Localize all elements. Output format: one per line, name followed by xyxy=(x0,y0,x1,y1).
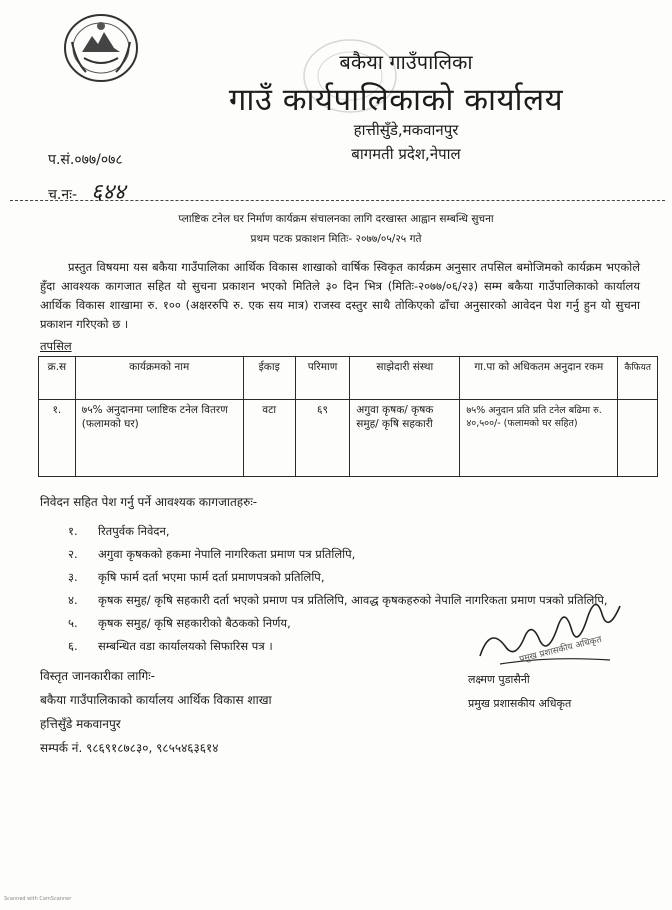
table-row xyxy=(39,400,658,477)
dispatch-label: च.नः- xyxy=(48,187,77,203)
list-item: १. रितपुर्वक निवेदन, xyxy=(68,524,170,538)
contact-address: हत्तिसुँडे मकवानपुर xyxy=(40,717,121,731)
letter-number: प.सं.०७७/०७८ xyxy=(48,152,123,168)
notice-paragraph-text: प्रस्तुत विषयमा यस बकैया गाउँपालिका आर्थिक विकास शाखाको वार्षिक स्विकृत कार्यक्रम अनुसार तपसिल बमोजिमको कार्यक्रम भएकोले हुँदा आवश्यक कागजात सहित यो सुचना प्रकाशन भएको मितिले ३० दिन भित्र (मितिः-२०७७/०६/२३) सम्म बकैया गाउँपालिकाको कार्यालय आर्थिक विकास शाखामा रु. १०० (अक्षररुपि रु. एक सय मात्र) राजस्व दस्तुर साथै तोकिएको ढाँचा अनुसारको आवेदन पेश गर्नु हुन यो सुचना प्रकाशन गरिएको छ । xyxy=(40,260,640,331)
org-name: बकैया गाउँपालिका xyxy=(339,50,473,74)
cell-unit: वटा xyxy=(243,400,295,477)
dispatch-line xyxy=(48,176,125,206)
handwritten-signature-icon xyxy=(470,586,630,686)
tapsil-label: तपसिल xyxy=(40,339,72,353)
dispatch-number: ६४४ xyxy=(91,180,126,205)
cell-remarks xyxy=(618,400,658,477)
contact-block xyxy=(40,664,272,760)
cell-qty: ६९ xyxy=(295,400,349,477)
col-header-grant: गा.पा को अधिकतम अनुदान रकम xyxy=(460,357,618,400)
documents-heading: निवेदन सहित पेश गर्नु पर्ने आवश्यक कागजातहरुः- xyxy=(40,495,258,509)
address-line-1: हात्तीसुँडे,मकवानपुर xyxy=(353,121,459,139)
contact-phone: सम्पर्क नं. ९८६९१८७८३०, ९८५५४६३६१४ xyxy=(40,741,219,755)
signatory-post: प्रमुख प्रशासकीय अधिकृत xyxy=(468,697,572,710)
list-item: २. अगुवा कृषकको हकमा नेपालि नागरिकता प्रमाण पत्र प्रतिलिपि, xyxy=(68,547,356,561)
col-header-unit: ईकाइ xyxy=(243,357,295,400)
col-header-qty: परिमाण xyxy=(295,357,349,400)
col-header-remarks: कैफियत xyxy=(618,357,658,400)
signatory-name: लक्ष्मण पुडासैनी xyxy=(468,673,530,686)
list-item: ५. कृषक समुह/ कृषि सहकारीको बैठकको निर्णय, xyxy=(68,616,291,630)
cell-program: ७५% अनुदानमा प्लाष्टिक टनेल वितरण (फलामको घर) xyxy=(75,400,243,477)
col-header-num: क्र.स xyxy=(39,357,76,400)
col-header-partner: साझेदारी संस्था xyxy=(350,357,460,400)
list-item: ६. सम्बन्धित वडा कार्यालयको सिफारिस पत्र । xyxy=(68,639,273,653)
contact-heading: विस्तृत जानकारीका लागिः- xyxy=(40,669,155,683)
program-table xyxy=(38,356,658,477)
notice-title: प्लाष्टिक टनेल घर निर्माण कार्यक्रम संचालनका लागि दरखास्त आह्वान सम्बन्धि सुचना xyxy=(178,213,494,225)
scanner-watermark: Scanned with CamScanner xyxy=(4,896,72,902)
address-line-2: बागमती प्रदेश,नेपाल xyxy=(351,145,461,163)
header-divider xyxy=(10,200,665,201)
official-stamp: प्रमुख प्रशासकीय अधिकृत xyxy=(518,634,603,666)
col-header-program: कार्यक्रमको नाम xyxy=(75,357,243,400)
publication-date: प्रथम पटक प्रकाशन मितिः- २०७७/०५/२५ गते xyxy=(250,233,422,245)
list-item: ४. कृषक समुह/ कृषि सहकारी दर्ता भएको प्रमाण पत्र प्रतिलिपि, आवद्ध कृषकहरुको नेपालि नागरिकता प्रमाण पत्रको प्रतिलिपि, xyxy=(68,593,608,607)
list-item: ३. कृषि फार्म दर्ता भएमा फार्म दर्ता प्रमाणपत्रको प्रतिलिपि, xyxy=(68,570,325,584)
table-header-row xyxy=(39,357,658,400)
cell-grant: ७५% अनुदान प्रति प्रति टनेल बढिमा रु. ४०,५००/- (फलामको घर सहित) xyxy=(460,400,618,477)
cell-partner: अगुवा कृषक/ कृषक समुह/ कृषि सहकारी xyxy=(350,400,460,477)
contact-office: बकैया गाउँपालिकाको कार्यालय आर्थिक विकास शाखा xyxy=(40,693,272,707)
notice-paragraph xyxy=(40,258,640,334)
cell-num: १. xyxy=(39,400,76,477)
office-title: गाउँ कार्यपालिकाको कार्यालय xyxy=(228,82,564,118)
